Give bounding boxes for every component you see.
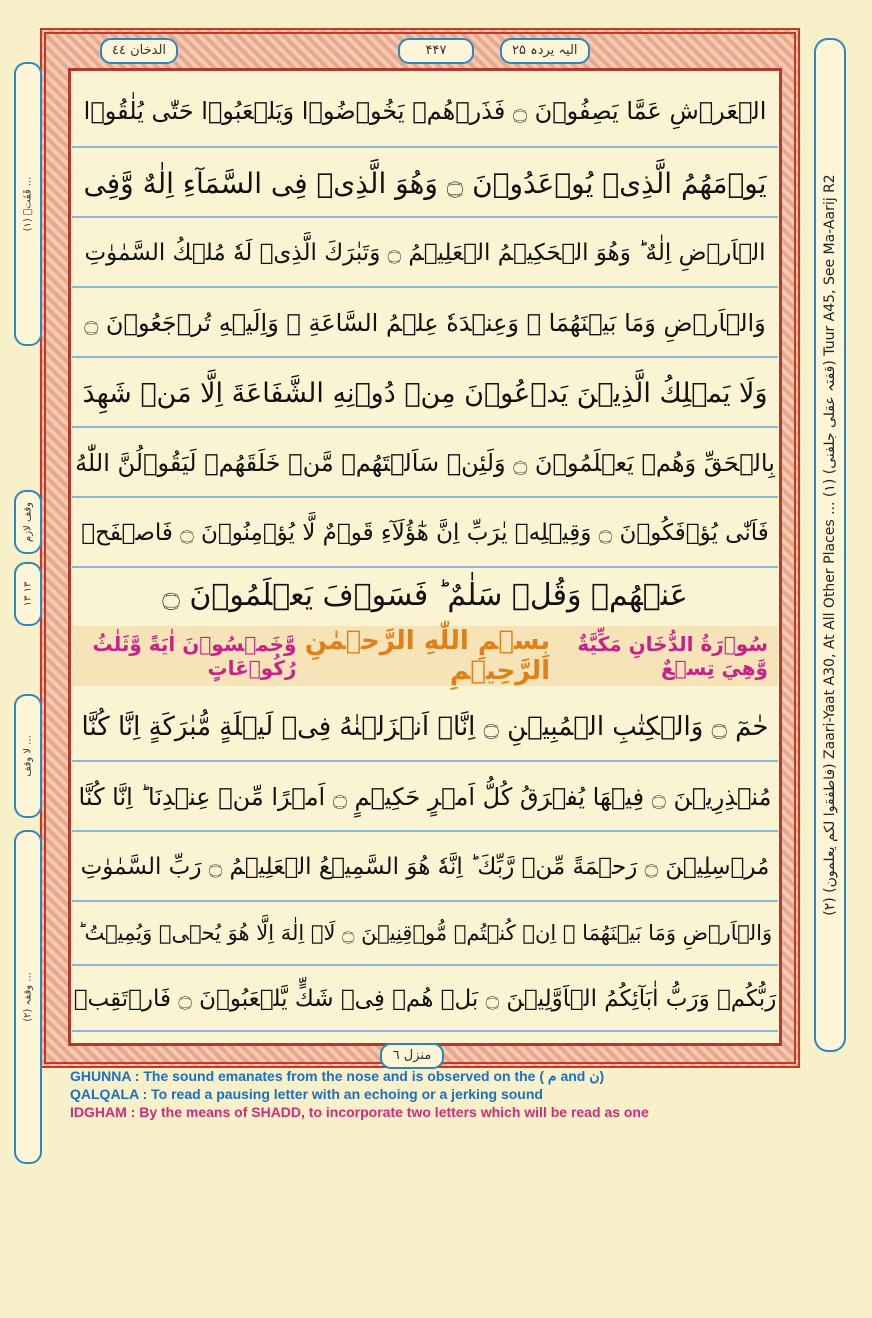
line-rule [72,760,778,762]
page-number: ۴۴۷ [398,38,474,64]
verse-line-5: وَلَا يَمۡلِكُ الَّذِيۡنَ يَدۡعُوۡنَ مِنۡ دُوۡنِهِ الشَّفَاعَةَ اِلَّا مَنۡ شَهِدَ [82,377,768,409]
verse-line-13: رَبُّكُمۡ وَرَبُّ اٰبَآئِكُمُ الۡاَوَّلِيۡنَ ۝ بَلۡ هُمۡ فِىۡ شَكٍّ يَّلۡعَبُوۡنَ ۝ فَارۡتَقِبۡ [73,986,777,1012]
verse-line-10: مُنۡذِرِيۡنَ ۝ فِيۡهَا يُفۡرَقُ كُلُّ اَمۡرٍ حَكِيۡمٍ ۝ اَمۡرًا مِّنۡ عِنۡدِنَا ؕ اِنَّا كُنَّا [78,783,772,811]
line-rule [72,146,778,148]
verse-line-7: فَاَنّٰى يُؤۡفَكُوۡنَ ۝ وَقِيۡلِهٖ يٰرَبِّ اِنَّ هٰٓؤُلَآءِ قَوۡمٌ لَّا يُؤۡمِنُوۡنَ ۝ فَاصۡفَحۡ [81,520,769,546]
surah-header-band [72,626,778,686]
line-rule [72,830,778,832]
line-rule [72,216,778,218]
left-margin-note-3: (۲) وقفہ ... [14,830,42,1164]
side-notes-text: (۲) (فاطفقوا لکم يعلمون) Zaari-Yaat A30, At All Other Places ... (۱) (قفتہ عقلی جلفنی) Tuur A45, See Ma-Aarij R2 [822,174,838,916]
verse-line-2: يَوۡمَهُمُ الَّذِىۡ يُوۡعَدُوۡنَ ۝ وَهُوَ الَّذِىۡ فِى السَّمَآءِ اِلٰهٌ وَّفِى [83,166,767,200]
manzil-label: منزل ٦ [380,1043,444,1069]
surah-info-right: سُوۡرَةُ الدُّخَانِ مَكِّيَّةٌ وَّهِيَ تِسۡعٌ [577,632,768,680]
line-rule [72,1030,778,1032]
verse-line-4: وَالۡاَرۡضِ وَمَا بَيۡنَهُمَا ۚ وَعِنۡدَهٗ عِلۡمُ السَّاعَةِ ۚ وَاِلَيۡهِ تُرۡجَعُوۡنَ ۝ [84,309,766,337]
waqf-lazim-mark: وقف لازم [14,490,42,554]
legend-idgham: IDGHAM : By the means of SHADD, to incorporate two letters which will be read as one [70,1104,649,1120]
left-margin-note-1: (۱) قَفَتۡ ... [14,62,42,346]
legend-ghunna: GHUNNA : The sound emanates from the nose and is observed on the ( م and ن) [70,1068,605,1084]
surah-info-left: وَّخَمۡسُوۡنَ اٰيَةً وَّثَلٰثُ رُكُوۡعَاتٍ [92,632,297,680]
line-rule [72,356,778,358]
left-margin-note-2: لا وقف ... [14,694,42,818]
verse-line-8: عَنۡهُمۡ وَقُلۡ سَلٰمٌ ؕ فَسَوۡفَ يَعۡلَمُوۡنَ ۝ [162,577,688,613]
legend-qalqala: QALQALA : To read a pausing letter with an echoing or a jerking sound [70,1086,543,1102]
ruku-mark: ۱۳ ۱۳ [14,562,42,626]
verse-line-12: وَالۡاَرۡضِ وَمَا بَيۡنَهُمَا ۘ اِنۡ كُنۡتُمۡ مُّوۡقِنِيۡنَ ۝ لَاۤ اِلٰهَ اِلَّا هُوَ يُحۡىٖ وَيُمِيۡتُ ؕ [77,921,773,945]
bismillah: بِسۡمِ اللّٰهِ الرَّحۡمٰنِ الرَّحِيۡمِ [304,626,551,686]
surah-label: الدخان ٤٤ [100,38,178,64]
line-rule [72,286,778,288]
verse-line-3: الۡاَرۡضِ اِلٰهٌ ؕ وَهُوَ الۡحَكِيۡمُ الۡعَلِيۡمُ ۝ وَتَبٰرَكَ الَّذِىۡ لَهٗ مُلۡكُ السَّمٰوٰتِ [84,240,766,266]
verse-line-6: بِالۡحَقِّ وَهُمۡ يَعۡلَمُوۡنَ ۝ وَلَئِنۡ سَاَلۡتَهُمۡ مَّنۡ خَلَقَهُمۡ لَيَقُوۡلُنَّ اللّٰهُ [75,449,775,477]
line-rule [72,496,778,498]
side-notes [814,38,846,1052]
line-rule [72,426,778,428]
verse-line-9: حٰمٓ ۝ وَالۡكِتٰبِ الۡمُبِيۡنِ ۝ اِنَّاۤ اَنۡزَلۡنٰهُ فِىۡ لَيۡلَةٍ مُّبٰرَكَةٍ اِنَّا كُنَّا [81,712,769,742]
verse-line-1: الۡعَرۡشِ عَمَّا يَصِفُوۡنَ ۝ فَذَرۡهُمۡ يَخُوۡضُوۡا وَيَلۡعَبُوۡا حَتّٰى يُلٰقُوۡا [83,97,767,125]
verse-line-11: مُرۡسِلِيۡنَ ۝ رَحۡمَةً مِّنۡ رَّبِّكَ ؕ اِنَّهٗ هُوَ السَّمِيۡعُ الۡعَلِيۡمُ ۝ رَبِّ السَّمٰوٰتِ [80,854,770,880]
juz-label: الیہ یردہ ۲۵ [500,38,590,64]
